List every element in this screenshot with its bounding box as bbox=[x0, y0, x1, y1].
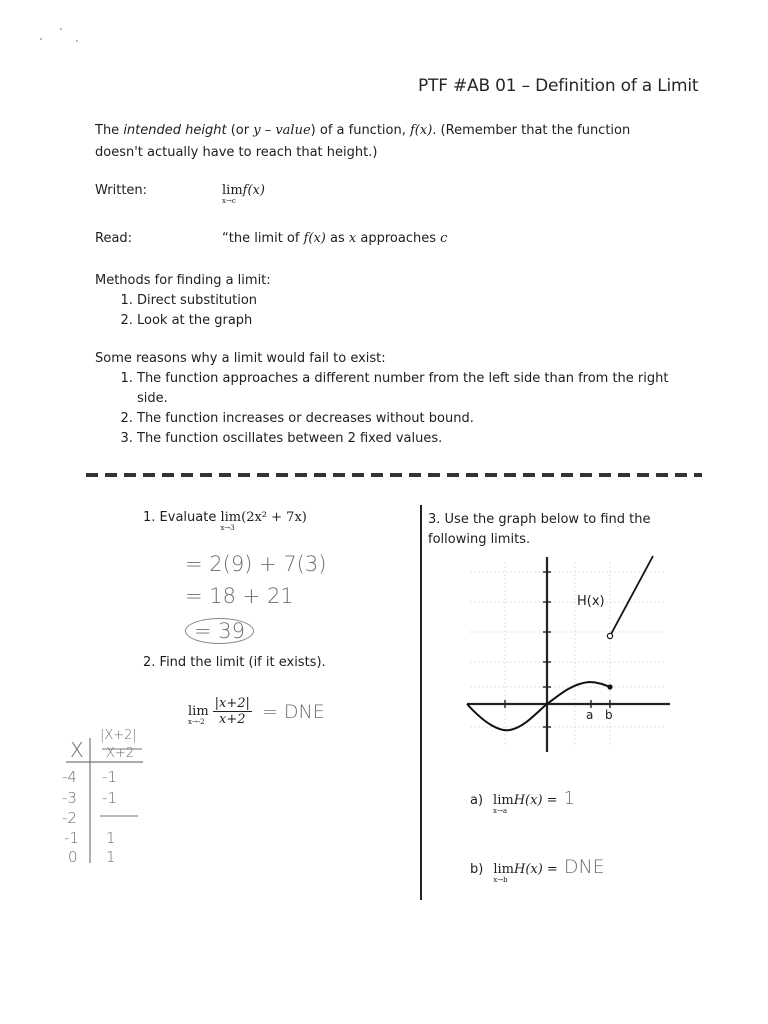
problem3-prompt bbox=[428, 510, 651, 550]
intro-line2: doesn't actually have to reach that height.) bbox=[95, 145, 378, 160]
part-answer: 1 bbox=[563, 788, 575, 809]
closed-endpoint bbox=[607, 684, 612, 689]
problem1-work-line: = 2(9) + 7(3) bbox=[185, 552, 327, 576]
section-divider bbox=[86, 473, 702, 477]
lim-operator bbox=[493, 793, 514, 815]
table-head-x: X bbox=[70, 738, 84, 762]
lim-text: lim bbox=[188, 704, 209, 719]
reasons-item: 2. The function increases or decreases without bound. bbox=[137, 409, 695, 429]
table-cell-x: -3 bbox=[62, 789, 77, 807]
graph-svg bbox=[465, 552, 675, 757]
reasons-list bbox=[95, 369, 695, 449]
lim-text: lim bbox=[493, 793, 514, 808]
lim-text: lim bbox=[493, 862, 514, 877]
scan-speck bbox=[76, 40, 78, 42]
problem3-prompt-line: following limits. bbox=[428, 532, 531, 547]
lim-operator bbox=[220, 510, 242, 532]
graph-label: H(x) bbox=[577, 594, 605, 609]
lim-operator bbox=[493, 862, 514, 884]
reasons-item: 1. The function approaches a different number from the left side than from the right side. bbox=[137, 369, 695, 409]
table-cell-x: -4 bbox=[62, 768, 77, 786]
table-cell-x: -1 bbox=[64, 829, 79, 847]
problem2-answer: = DNE bbox=[261, 700, 325, 723]
fraction-denominator: x+2 bbox=[219, 712, 246, 727]
methods-item: 2. Look at the graph bbox=[137, 311, 695, 331]
graph bbox=[465, 552, 675, 757]
problem1-work-line: = 18 + 21 bbox=[185, 584, 294, 608]
read-text: “the limit of bbox=[222, 231, 304, 246]
lim-subscript: x→3 bbox=[220, 524, 235, 532]
lim-subscript: x→a bbox=[493, 807, 508, 815]
scan-speck bbox=[40, 38, 42, 40]
reasons-item: 3. The function oscillates between 2 fixed values. bbox=[137, 429, 695, 449]
read-label: Read: bbox=[95, 231, 133, 246]
lim-operator bbox=[222, 183, 243, 205]
table-head-denominator: X+2 bbox=[106, 746, 135, 761]
intro-math: y – value bbox=[253, 123, 311, 138]
fraction-numerator: |x+2| bbox=[214, 696, 250, 711]
scan-speck bbox=[60, 28, 62, 30]
written-expression bbox=[222, 183, 265, 205]
read-text: as bbox=[325, 231, 349, 246]
written-fx: f(x) bbox=[242, 183, 265, 198]
table-cell-y: -1 bbox=[102, 768, 117, 786]
table-cell-x: 0 bbox=[68, 848, 78, 866]
part-label: a) bbox=[470, 793, 484, 808]
table-cell-y: 1 bbox=[106, 848, 116, 866]
page-title: PTF #AB 01 – Definition of a Limit bbox=[418, 76, 699, 96]
lim-subscript: x→c bbox=[222, 197, 236, 205]
tick-label-b: b bbox=[605, 708, 613, 722]
read-text: approaches bbox=[356, 231, 441, 246]
open-endpoint bbox=[607, 633, 612, 638]
read-x: x bbox=[348, 231, 357, 246]
read-fx: f(x) bbox=[303, 231, 326, 246]
problem3-part-b bbox=[470, 856, 605, 884]
intro-text: (or bbox=[226, 123, 254, 138]
column-divider bbox=[420, 505, 422, 900]
part-label: b) bbox=[470, 862, 484, 877]
table-cell-y: -1 bbox=[102, 789, 117, 807]
written-label: Written: bbox=[95, 183, 148, 198]
part-expression: H(x) = bbox=[513, 862, 558, 877]
methods-section bbox=[95, 271, 695, 331]
lim-text: lim bbox=[220, 510, 242, 525]
part-expression: H(x) = bbox=[513, 793, 558, 808]
lim-subscript: x→b bbox=[493, 876, 508, 884]
problem1-prompt bbox=[143, 510, 307, 532]
reasons-section bbox=[95, 349, 695, 449]
problem1-expression: (2x² + 7x) bbox=[241, 510, 307, 525]
methods-item: 1. Direct substitution bbox=[137, 291, 695, 311]
reasons-heading: Some reasons why a limit would fail to exist: bbox=[95, 351, 386, 366]
intro-text: ) of a function, bbox=[310, 123, 410, 138]
problem3-part-a bbox=[470, 788, 575, 815]
intro-fx: f(x) bbox=[410, 123, 433, 138]
intro-text: The bbox=[95, 123, 124, 138]
intro-emphasis: intended height bbox=[123, 123, 227, 138]
table-head-numerator: |X+2| bbox=[100, 728, 137, 743]
problem2-prompt: 2. Find the limit (if it exists). bbox=[143, 655, 326, 670]
part-answer: DNE bbox=[563, 856, 605, 878]
problem1-prefix: 1. Evaluate bbox=[143, 510, 221, 525]
lim-text: lim bbox=[222, 183, 243, 198]
table-cell-y: 1 bbox=[106, 829, 116, 847]
read-expression bbox=[222, 231, 447, 246]
methods-list bbox=[95, 291, 695, 331]
table-cell-x: -2 bbox=[62, 809, 77, 827]
problem2-expression bbox=[188, 696, 325, 727]
function-ray bbox=[610, 556, 653, 636]
intro-text: . (Remember that the function bbox=[432, 123, 631, 138]
problem1-answer: = 39 bbox=[185, 618, 254, 644]
problem3-prompt-line: 3. Use the graph below to find the bbox=[428, 512, 651, 527]
lim-subscript: x→-2 bbox=[188, 718, 205, 726]
intro-paragraph bbox=[95, 120, 695, 164]
read-c: c bbox=[440, 231, 448, 246]
tick-label-a: a bbox=[586, 708, 594, 722]
fraction bbox=[213, 696, 252, 727]
problem2-table bbox=[58, 728, 168, 868]
methods-heading: Methods for finding a limit: bbox=[95, 273, 271, 288]
lim-operator bbox=[188, 704, 209, 726]
function-curve bbox=[467, 682, 610, 730]
